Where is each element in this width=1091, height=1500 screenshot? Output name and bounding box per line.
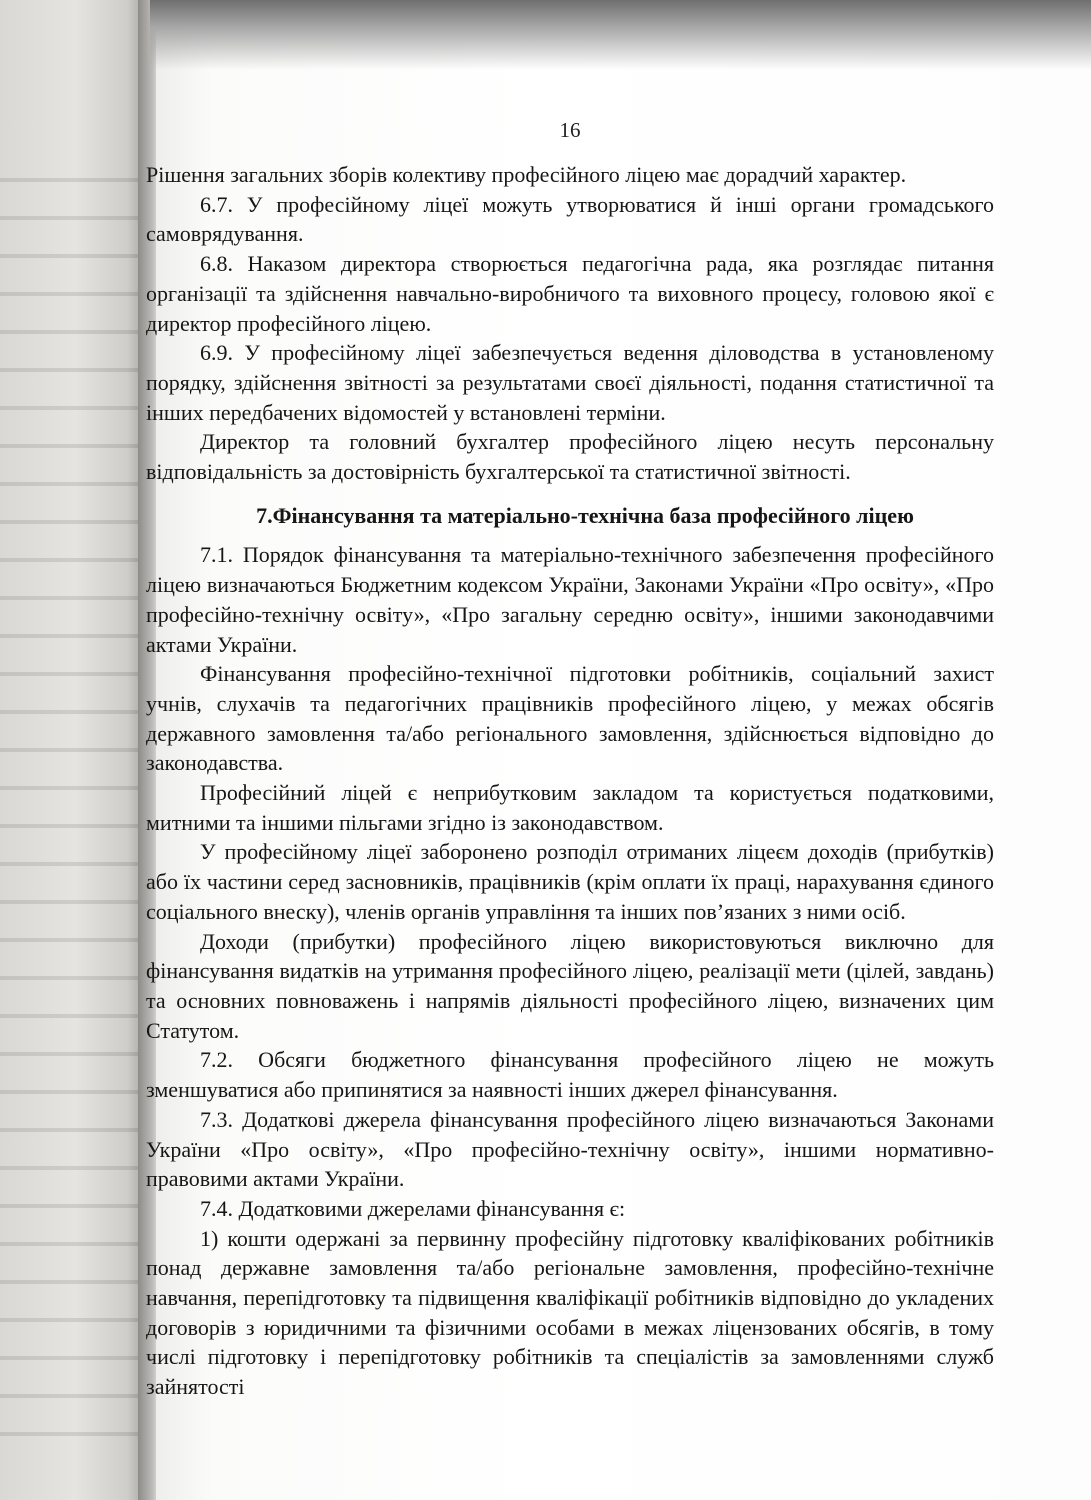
paragraph: Професійний ліцей є неприбутковим закладом та користується податковими, митними та іншими пільгами згідно із законодавством. bbox=[146, 780, 994, 835]
paragraph: Доходи (прибутки) професійного ліцею використовуються виключно для фінансування видатків на утримання професійного ліцею, реалізації мети (цілей, завдань) та основних повноважень і напрямів діяльності професійного ліцею, визначених цим Статутом. bbox=[146, 928, 994, 1043]
scan-top-shadow bbox=[150, 0, 1091, 70]
paragraph: 6.7. У професійному ліцеї можуть утворюватися й інші органи громадського самоврядування. bbox=[146, 191, 994, 247]
paragraph: Фінансування професійно-технічної підготовки робітників, соціальний захист учнів, слухачів та педагогічних працівників професійного ліцею, у межах обсягів державного замовлення та/або регіонального замовлення, здійснюється відповідно до законодавства. bbox=[146, 661, 994, 776]
paragraph: 6.8. Наказом директора створюється педагогічна рада, яка розглядає питання організації та здійснення навчально-виробничого та виховного процесу, головою якої є директор професійного ліцею. bbox=[146, 251, 994, 336]
paragraph: 7.3. Додаткові джерела фінансування професійного ліцею визначаються Законами України «Про освіту», «Про професійно-технічну освіту», іншими нормативно-правовими актами України. bbox=[146, 1106, 994, 1192]
paragraph: 1) кошти одержані за первинну професійну підготовку кваліфікованих робітників понад державне замовлення та/або регіональне замовлення, професійно-технічне навчання, перепідготовку та підвищення кваліфікації робітників відповідно до укладених договорів з юридичними та фізичними особами в межах ліцензованих обсягів, в тому числі підготовку і перепідготовку робітників та спеціалістів за замовленнями служб зайнятості bbox=[146, 1225, 994, 1400]
bleed-through-text bbox=[0, 160, 140, 1460]
paragraph: 7.1. Порядок фінансування та матеріально-технічного забезпечення професійного ліцею визначаються Бюджетним кодексом України, Законами України «Про освіту», «Про професійно-технічну освіту», «Про загальну середню освіту», іншими законодавчими актами України. bbox=[146, 542, 994, 657]
paragraph: У професійному ліцеї заборонено розподіл отриманих ліцеєм доходів (прибутків) або їх частини серед засновників, працівників (крім оплати їх праці, нарахування єдиного соціального внеску), членів органів управління та інших пов’язаних з ними осіб. bbox=[146, 839, 994, 924]
paragraph: 7.2. Обсяги бюджетного фінансування професійного ліцею не можуть зменшуватися або припинятися за наявності інших джерел фінансування. bbox=[146, 1047, 994, 1103]
section-heading: 7.Фінансування та матеріально-технічна база професійного ліцею bbox=[256, 502, 914, 528]
paragraph: Директор та головний бухгалтер професійного ліцею несуть персональну відповідальність за достовірність бухгалтерської та статистичної звітності. bbox=[146, 429, 994, 485]
page-number: 16 bbox=[559, 118, 581, 142]
document-body bbox=[146, 160, 994, 1402]
paragraph: 6.9. У професійному ліцеї забезпечується ведення діловодства в установленому порядку, здійснення звітності за результатами своєї діяльності, подання статистичної та інших передбачених відомостей у встановлені терміни. bbox=[146, 340, 994, 425]
paragraph: Рішення загальних зборів колективу професійного ліцею має дорадчий характер. bbox=[146, 162, 907, 187]
paragraph: 7.4. Додатковими джерелами фінансування є: bbox=[200, 1195, 626, 1221]
facing-page-edge bbox=[0, 0, 150, 1500]
